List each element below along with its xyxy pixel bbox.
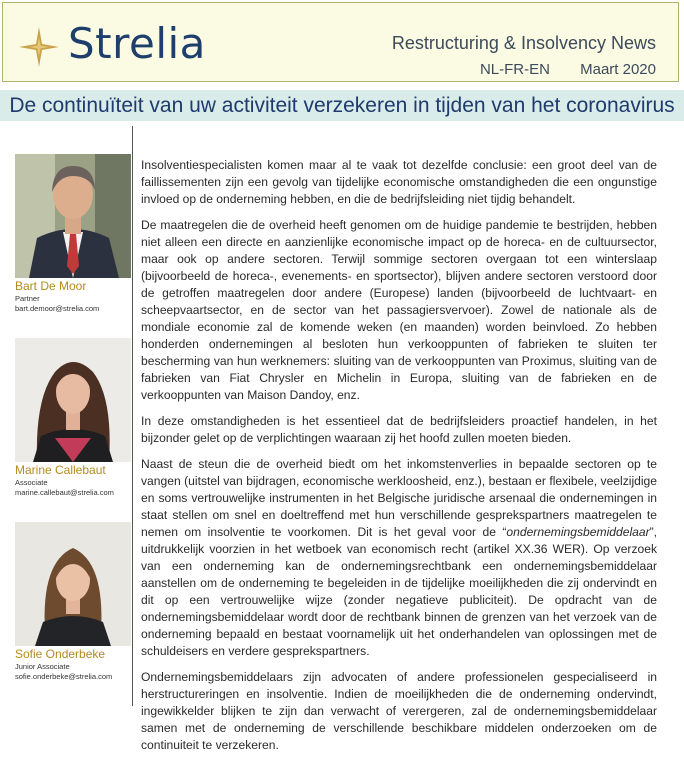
author-card [15,338,131,522]
author-name: Sofie Onderbeke [15,647,106,661]
edition-info [480,61,656,78]
author-card [15,154,131,338]
author-role: Associate [15,478,48,487]
paragraph: Ondernemingsbemiddelaars zijn advocaten of andere professionelen gespecialiseerd in herstructureringen en insolventie. Indien de moeilijkheden die de onderneming ondervindt, ingewikkelder blijken te zijn dan verwacht of verergeren, zal de ondernemingsbemiddelaar samen met de onderneming de verschillende beschikbare middelen onderzoeken om de continuiteit te verzekeren. [141,670,657,752]
newsletter-header [2,2,679,82]
authors-sidebar [15,154,131,706]
column-divider [132,126,133,706]
paragraph: Insolventiespecialisten komen maar al te vaak tot dezelfde conclusie: een groot deel van de faillissementen zijn een gevolg van tijdelijke economische omstandigheden die een ongunstige invloed op de onderneming hebben, en die de bedrijfsleiding niet tijdig behandelt. [141,158,657,206]
author-card [15,522,131,706]
article-body [141,157,657,763]
languages: NL-FR-EN [479,61,550,78]
author-name: Bart De Moor [15,279,87,293]
author-role: Junior Associate [15,662,70,671]
author-name: Marine Callebaut [15,463,106,477]
article-title: De continuïteit van uw activiteit verzekeren in tijden van het coronavirus [9,94,675,117]
paragraph: In deze omstandigheden is het essentieel dat de bedrijfsleiders proactief handelen, in het bijzonder gelet op de verplichtingen waaraan zij het hoofd zullen moeten bieden. [141,414,657,445]
article-title-band [0,90,684,121]
author-email[interactable]: sofie.onderbeke@strelia.com [15,672,113,681]
emphasis-term: ondernemingsbemiddelaar [506,525,650,539]
author-role: Partner [15,294,40,303]
author-photo [15,522,131,646]
paragraph-part: Naast de steun die de overheid biedt om het inkomstenverlies in bepaalde sectoren op te vangen (uitstel van bijdragen, economische werkloosheid, enz.), bestaan er flexibele, veelzijdige en soms vertrouwelijke instrumenten in het Belgische juridische arsenaal die ondernemingen in staat stellen om snel en doeltreffend met hun verschillende gesprekspartners maatregelen te nemen om insolventie te voorkomen. Dit is het geval voor de “ [141,457,657,539]
strelia-star-logo-icon [17,25,61,69]
newsletter-title: Restructuring & Insolvency News [391,33,656,53]
author-email[interactable]: marine.callebaut@strelia.com [15,488,114,497]
paragraph-part: ”, uitdrukkelijk voorzien in het wetboek van economisch recht (artikel XX.36 WER). Op verzoek van een onderneming kan de ondernemingsrechtbank een ondernemingsbemiddelaar aanstellen om de onderneming te begeleiden in de tijdelijke moeilijkheden die zij ondervindt en dit op een vertrouwelijke wijze (zonder negatieve publiciteit). De opdracht van de ondernemingsbemiddelaar wordt door de rechtbank binnen de grenzen van het verzoek van de onderneming bepaald en bestaat voornamelijk uit het onderhandelen van oplossingen met de schuldeisers en verdere gesprekspartners. [141,525,657,658]
paragraph: De maatregelen die de overheid heeft genomen om de huidige pandemie te bestrijden, hebben niet alleen een directe en aanzienlijke economische impact op de horeca- en de cultuursector, maar ook op andere sectoren. Terwijl sommige sectoren overgaan tot een winterslaap (bijvoorbeeld de horeca-, evenements- en sportsector), blijven andere sectoren verstoord door de getroffen maatregelen door andere (Europese) landen (bijvoorbeeld de luchtvaart- en scheepvaartsector, en de sector van het passagiersvervoer). Zowel de nationale als de mondiale economie zal de komende weken (en maanden) worden beinvloed. Zo hebben honderden ondernemingen al besloten hun verkooppunten of fabrieken te sluiten ter bescherming van hun werknemers: sluiting van de verkooppunten van Proximus, sluiting van de fabrieken van Fiat Chrysler en Michelin in Europa, sluiting van de fabrieken en de verkooppunten van Maison Dandoy, enz. [141,218,657,402]
author-photo [15,154,131,278]
author-photo [15,338,131,462]
issue-date: Maart 2020 [580,61,656,78]
brand-name: Strelia [68,19,206,68]
author-email[interactable]: bart.demoor@strelia.com [15,304,100,313]
paragraph [141,456,657,660]
